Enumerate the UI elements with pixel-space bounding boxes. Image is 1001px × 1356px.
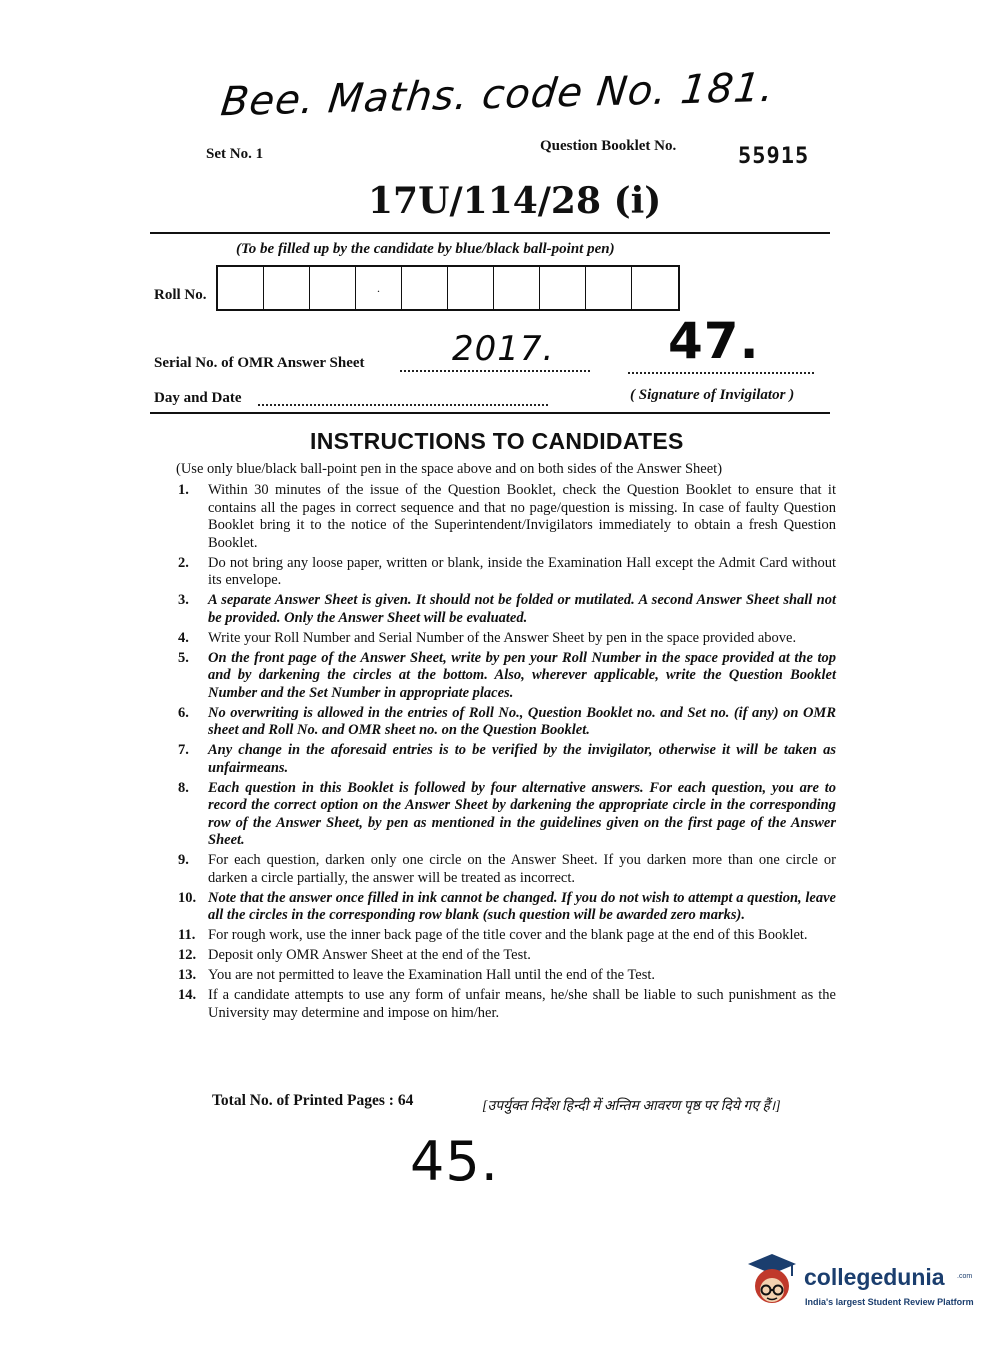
omr-serial-handwritten: 2017. [452,329,555,369]
set-number: Set No. 1 [206,146,264,162]
roll-number-boxes [216,265,680,311]
roll-cell [310,267,356,309]
instruction-item [178,742,836,777]
instruction-text: Write your Roll Number and Serial Number of the Answer Sheet by pen in the space provided above. [208,629,797,646]
instruction-number: 12. [178,947,197,963]
instruction-number: 7. [178,742,189,758]
instruction-text: Do not bring any loose paper, written or blank, inside the Examination Hall except the Admit Card without its envelope. [208,554,836,588]
instruction-item [178,852,836,887]
fill-instruction-note: (To be filled up by the candidate by blue/black ball-point pen) [236,241,615,257]
roll-cell [264,267,310,309]
instruction-text: Any change in the aforesaid entries is to be verified by the invigilator, otherwise it will be taken as unfairmeans. [208,742,836,776]
instruction-text: No overwriting is allowed in the entries of Roll No., Question Booklet no. and Set no. (if any) on OMR sheet and Roll No. and OMR sheet no. on the Question Booklet. [208,704,836,738]
roll-cell [586,267,632,309]
top-divider [150,232,830,234]
instruction-item [178,592,836,627]
instruction-item [178,630,836,648]
instruction-item [178,927,836,945]
instruction-text: If a candidate attempts to use any form of unfair means, he/she shall be liable to such punishment as the University may determine and impose on him/her. [208,987,836,1021]
instruction-number: 13. [178,967,197,983]
instruction-number: 8. [178,779,189,796]
instruction-text: Note that the answer once filled in ink cannot be changed. If you do not wish to attempt a question, leave all the circles in the corresponding row blank (such question will be awarded zero marks). [208,889,836,923]
instruction-number: 9. [178,852,189,868]
instruction-item [178,947,836,965]
instructions-title: INSTRUCTIONS TO CANDIDATES [310,428,684,454]
booklet-number: 55915 [738,144,810,169]
instructions-preamble: (Use only blue/black ball-point pen in the space above and on both sides of the Answer Sheet) [176,461,723,477]
instruction-text: A separate Answer Sheet is given. It should not be folded or mutilated. A second Answer Sheet shall not be provided. Only the Answer Sheet will be evaluated. [208,592,836,626]
roll-number-label: Roll No. [154,287,207,303]
instruction-item [178,705,836,740]
total-printed-pages: Total No. of Printed Pages : 64 [212,1092,414,1109]
instruction-item [178,482,836,552]
instruction-number: 11. [178,927,196,943]
instruction-item [178,555,836,590]
collegedunia-tagline: India's largest Student Review Platform [805,1297,974,1307]
roll-cell [632,267,678,309]
booklet-number-label: Question Booklet No. [540,138,677,154]
instruction-text: Deposit only OMR Answer Sheet at the end of the Test. [208,947,531,963]
day-date-label: Day and Date [154,390,242,406]
roll-cell: . [356,267,402,309]
instruction-text: On the front page of the Answer Sheet, write by pen your Roll Number in the space provided at the top and by darkening the circles at the bottom. Also, wherever applicable, write the Question Booklet Number and the Set Number in appropriate places. [208,649,836,701]
handwritten-subject-title: Bee. Maths. code No. 181. [218,64,778,126]
instruction-number: 14. [178,987,197,1003]
omr-serial-dotted-line [400,370,590,372]
instruction-text: For each question, darken only one circle on the Answer Sheet. If you darken more than one circle or darken a circle partially, the answer will be treated as incorrect. [208,852,836,886]
instruction-text: You are not permitted to leave the Examination Hall until the end of the Test. [208,967,656,983]
roll-cell [218,267,264,309]
instruction-item [178,890,836,925]
instruction-number: 2. [178,554,189,571]
roll-cell [540,267,586,309]
collegedunia-domain: .com [957,1273,973,1280]
instruction-text: Each question in this Booklet is followed by four alternative answers. For each question, you are to record the correct option on the Answer Sheet by darkening the appropriate circle in the corresponding row of the Answer Sheet, by pen as mentioned in the guidelines given on the first page of the Answer Sheet. [208,779,836,848]
roll-cell [448,267,494,309]
instruction-text: For rough work, use the inner back page of the title cover and the blank page at the end of this Booklet. [208,927,808,943]
instruction-item [178,987,836,1022]
invigilator-signature-line [628,372,814,374]
instruction-number: 6. [178,704,189,721]
handwritten-number: 45. [410,1130,499,1193]
collegedunia-brand: collegedunia [804,1264,945,1290]
hindi-note: [उपर्युक्त निर्देश हिन्दी में अन्तिम आवरण पृष्ठ पर दिये गए हैं।] [482,1099,781,1114]
instruction-number: 3. [178,592,189,608]
instruction-item [178,650,836,703]
roll-cell [494,267,540,309]
instruction-number: 10. [178,889,197,906]
instruction-number: 5. [178,649,189,666]
collegedunia-mascot-icon [742,1250,804,1312]
instruction-number: 4. [178,629,189,646]
day-date-dotted-line [258,404,548,406]
invigilator-signature-label: ( Signature of Invigilator ) [630,387,795,403]
paper-code: 17U/114/28 (i) [368,180,662,222]
instruction-item [178,780,836,850]
instruction-number: 1. [178,482,189,498]
middle-divider [150,412,830,414]
invigilator-handwritten-mark: 47. [668,312,760,370]
instruction-text: Within 30 minutes of the issue of the Question Booklet, check the Question Booklet to ensure that it contains all the pages in correct sequence and that no page/question is missing. In case of faulty Question Booklet bring it to the notice of the Superintendent/Invigilators immediately to obtain a fresh Question Booklet. [208,482,836,551]
instruction-item [178,967,836,985]
omr-serial-label: Serial No. of OMR Answer Sheet [154,355,365,371]
roll-cell [402,267,448,309]
instructions-list [178,482,836,1025]
